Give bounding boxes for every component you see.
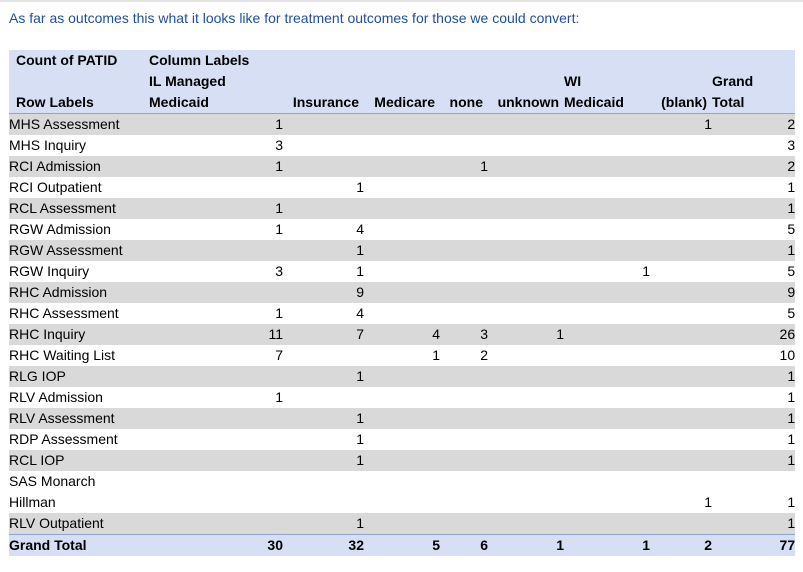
table-row xyxy=(9,135,795,156)
value-cell xyxy=(650,177,712,198)
value-cell xyxy=(440,408,488,429)
value-cell: 10 xyxy=(712,345,795,366)
value-cell xyxy=(564,156,650,177)
value-cell: 1 xyxy=(712,387,795,408)
col-unknown-line2 xyxy=(488,71,564,92)
row-label-line: RHC Waiting List xyxy=(9,347,116,363)
row-label xyxy=(9,324,149,345)
value-cell: 2 xyxy=(440,345,488,366)
col-medicare-line3: Medicare xyxy=(364,92,440,114)
value-cell xyxy=(364,114,440,136)
row-label-line: SAS Monarch xyxy=(9,473,96,489)
value-cell xyxy=(650,303,712,324)
value-cell xyxy=(650,513,712,535)
value-cell xyxy=(650,387,712,408)
value-cell xyxy=(364,366,440,387)
value-cell xyxy=(564,408,650,429)
value-cell xyxy=(488,408,564,429)
value-cell: 4 xyxy=(283,219,364,240)
row-label xyxy=(9,366,149,387)
table-row xyxy=(9,408,795,429)
row-label-line: RLG IOP xyxy=(9,368,66,384)
row-label-line: RGW Admission xyxy=(9,221,111,237)
grand-total-cell: 5 xyxy=(364,535,440,557)
row-label xyxy=(9,177,149,198)
value-cell: 4 xyxy=(364,324,440,345)
corner-label: Count of PATID xyxy=(9,50,149,71)
value-cell: 1 xyxy=(283,513,364,535)
grand-total-cell: 2 xyxy=(650,535,712,557)
value-cell xyxy=(149,513,283,535)
value-cell: 1 xyxy=(650,114,712,136)
value-cell: 1 xyxy=(712,177,795,198)
value-cell xyxy=(488,177,564,198)
row-label xyxy=(9,408,149,429)
value-cell: 1 xyxy=(283,240,364,261)
row-label-line: RCL Assessment xyxy=(9,200,116,216)
table-row xyxy=(9,156,795,177)
col-blank-line2 xyxy=(650,71,712,92)
value-cell: 1 xyxy=(149,219,283,240)
value-cell xyxy=(650,345,712,366)
value-cell xyxy=(440,198,488,219)
table-row xyxy=(9,513,795,535)
col-wi-medicaid-line3: Medicaid xyxy=(564,92,650,114)
value-cell xyxy=(488,450,564,471)
value-cell xyxy=(364,198,440,219)
value-cell: 9 xyxy=(712,282,795,303)
value-cell xyxy=(488,261,564,282)
value-cell: 1 xyxy=(149,303,283,324)
value-cell: 1 xyxy=(283,429,364,450)
value-cell: 1 xyxy=(650,471,712,513)
row-label-line: RHC Admission xyxy=(9,284,108,300)
row-label-line: MHS Assessment xyxy=(9,116,120,132)
table-row xyxy=(9,303,795,324)
value-cell: 9 xyxy=(283,282,364,303)
grand-total-cell: 32 xyxy=(283,535,364,557)
value-cell xyxy=(650,282,712,303)
value-cell xyxy=(149,177,283,198)
grand-total-cell: 6 xyxy=(440,535,488,557)
value-cell xyxy=(440,261,488,282)
row-label-line: RHC Assessment xyxy=(9,305,119,321)
col-wi-medicaid-line2: WI xyxy=(564,71,650,92)
value-cell: 1 xyxy=(149,114,283,136)
value-cell: 1 xyxy=(712,198,795,219)
value-cell: 7 xyxy=(149,345,283,366)
col-unknown-line3: unknown xyxy=(488,92,564,114)
value-cell xyxy=(149,282,283,303)
value-cell xyxy=(564,471,650,513)
value-cell xyxy=(650,240,712,261)
value-cell xyxy=(564,345,650,366)
row-label-line: RLV Admission xyxy=(9,389,103,405)
row-label xyxy=(9,282,149,303)
table-row xyxy=(9,345,795,366)
value-cell: 26 xyxy=(712,324,795,345)
row-label-line: RGW Inquiry xyxy=(9,263,90,279)
row-label xyxy=(9,471,149,513)
value-cell xyxy=(650,429,712,450)
value-cell xyxy=(440,471,488,513)
value-cell xyxy=(650,219,712,240)
value-cell xyxy=(650,156,712,177)
value-cell xyxy=(364,261,440,282)
value-cell xyxy=(650,408,712,429)
pivot-table xyxy=(9,50,795,556)
value-cell xyxy=(440,219,488,240)
value-cell xyxy=(149,408,283,429)
value-cell: 7 xyxy=(283,324,364,345)
row-label-line: RCL IOP xyxy=(9,452,65,468)
value-cell: 1 xyxy=(364,345,440,366)
value-cell xyxy=(149,240,283,261)
value-cell xyxy=(564,387,650,408)
value-cell: 11 xyxy=(149,324,283,345)
table-row xyxy=(9,261,795,282)
value-cell: 1 xyxy=(440,156,488,177)
value-cell xyxy=(564,450,650,471)
value-cell: 1 xyxy=(283,408,364,429)
value-cell: 3 xyxy=(440,324,488,345)
value-cell xyxy=(564,240,650,261)
grand-total-cell: 77 xyxy=(712,535,795,557)
value-cell xyxy=(564,429,650,450)
col-il-managed-line2: IL Managed xyxy=(149,71,283,92)
value-cell xyxy=(149,471,283,513)
value-cell xyxy=(488,303,564,324)
value-cell xyxy=(488,156,564,177)
value-cell xyxy=(364,513,440,535)
value-cell: 4 xyxy=(283,303,364,324)
top-divider xyxy=(0,0,803,2)
col-blank-line3: (blank) xyxy=(650,92,712,114)
table-row xyxy=(9,177,795,198)
value-cell xyxy=(440,240,488,261)
value-cell xyxy=(564,513,650,535)
row-label xyxy=(9,429,149,450)
col-none-line2 xyxy=(440,71,488,92)
table-row xyxy=(9,450,795,471)
row-label-line: RGW Assessment xyxy=(9,242,123,258)
grand-total-cell: 30 xyxy=(149,535,283,557)
value-cell xyxy=(564,282,650,303)
value-cell xyxy=(488,198,564,219)
row-label xyxy=(9,135,149,156)
value-cell: 1 xyxy=(712,513,795,535)
value-cell xyxy=(650,135,712,156)
value-cell xyxy=(650,366,712,387)
value-cell: 3 xyxy=(149,261,283,282)
col-grand-total-line3: Total xyxy=(712,92,795,114)
value-cell xyxy=(364,408,440,429)
value-cell xyxy=(650,450,712,471)
value-cell xyxy=(283,387,364,408)
value-cell xyxy=(564,177,650,198)
value-cell xyxy=(283,156,364,177)
col-none-line3: none xyxy=(440,92,488,114)
col-grand-total-line2: Grand xyxy=(712,71,795,92)
value-cell xyxy=(488,282,564,303)
value-cell xyxy=(564,219,650,240)
value-cell xyxy=(488,240,564,261)
row-label xyxy=(9,450,149,471)
value-cell: 1 xyxy=(283,366,364,387)
value-cell xyxy=(564,114,650,136)
table-row xyxy=(9,114,795,136)
row-label-line: MHS Inquiry xyxy=(9,137,87,153)
value-cell xyxy=(440,387,488,408)
value-cell xyxy=(283,345,364,366)
value-cell xyxy=(149,429,283,450)
table-row xyxy=(9,219,795,240)
value-cell: 1 xyxy=(488,324,564,345)
value-cell: 3 xyxy=(149,135,283,156)
grand-total-label: Grand Total xyxy=(9,535,149,557)
value-cell xyxy=(364,303,440,324)
value-cell xyxy=(564,135,650,156)
row-label xyxy=(9,219,149,240)
row-label-line: RCI Admission xyxy=(9,158,101,174)
col-insurance-line2 xyxy=(283,71,364,92)
row-label xyxy=(9,198,149,219)
value-cell xyxy=(488,471,564,513)
value-cell xyxy=(440,303,488,324)
value-cell xyxy=(364,156,440,177)
value-cell xyxy=(650,261,712,282)
value-cell xyxy=(440,282,488,303)
row-label xyxy=(9,114,149,136)
value-cell: 1 xyxy=(712,450,795,471)
value-cell: 1 xyxy=(712,429,795,450)
value-cell: 1 xyxy=(283,261,364,282)
value-cell xyxy=(440,177,488,198)
value-cell: 1 xyxy=(712,471,795,513)
table-row xyxy=(9,198,795,219)
table-row xyxy=(9,282,795,303)
value-cell xyxy=(149,450,283,471)
value-cell xyxy=(364,429,440,450)
pivot-body xyxy=(9,114,795,535)
row-labels-caption: Row Labels xyxy=(9,92,149,114)
col-insurance-line3: Insurance xyxy=(283,92,364,114)
col-medicare-line2 xyxy=(364,71,440,92)
value-cell xyxy=(364,471,440,513)
intro-text: As far as outcomes this what it looks like for treatment outcomes for those we could convert: xyxy=(9,10,580,26)
value-cell: 1 xyxy=(149,156,283,177)
value-cell: 1 xyxy=(283,177,364,198)
value-cell: 5 xyxy=(712,303,795,324)
value-cell xyxy=(283,114,364,136)
value-cell xyxy=(488,345,564,366)
value-cell xyxy=(283,135,364,156)
header-spacer xyxy=(9,71,149,92)
value-cell: 1 xyxy=(149,198,283,219)
column-labels-caption: Column Labels xyxy=(149,50,795,71)
col-il-managed-line3: Medicaid xyxy=(149,92,283,114)
value-cell xyxy=(440,114,488,136)
table-row xyxy=(9,324,795,345)
table-row xyxy=(9,387,795,408)
row-label xyxy=(9,387,149,408)
value-cell xyxy=(488,219,564,240)
value-cell xyxy=(488,114,564,136)
value-cell: 3 xyxy=(712,135,795,156)
value-cell xyxy=(149,366,283,387)
row-label xyxy=(9,156,149,177)
value-cell xyxy=(440,513,488,535)
value-cell xyxy=(364,135,440,156)
row-label xyxy=(9,303,149,324)
row-label-line: RLV Outpatient xyxy=(9,515,104,531)
value-cell xyxy=(364,387,440,408)
value-cell: 1 xyxy=(149,387,283,408)
row-label-line: RLV Assessment xyxy=(9,410,115,426)
grand-total-row xyxy=(9,535,795,557)
value-cell: 5 xyxy=(712,261,795,282)
row-label xyxy=(9,513,149,535)
value-cell: 1 xyxy=(564,261,650,282)
value-cell xyxy=(488,429,564,450)
value-cell xyxy=(488,366,564,387)
value-cell: 1 xyxy=(712,408,795,429)
value-cell xyxy=(564,303,650,324)
grand-total-cell: 1 xyxy=(564,535,650,557)
table-row xyxy=(9,366,795,387)
value-cell xyxy=(283,198,364,219)
value-cell xyxy=(564,366,650,387)
table-row xyxy=(9,471,795,513)
value-cell xyxy=(564,198,650,219)
row-label-line: RCI Outpatient xyxy=(9,179,102,195)
value-cell: 1 xyxy=(712,240,795,261)
row-label-line: RHC Inquiry xyxy=(9,326,86,342)
value-cell xyxy=(650,324,712,345)
row-label xyxy=(9,261,149,282)
value-cell xyxy=(364,240,440,261)
value-cell: 1 xyxy=(712,366,795,387)
value-cell xyxy=(488,135,564,156)
row-label-line: Hillman xyxy=(9,494,56,510)
value-cell xyxy=(440,450,488,471)
value-cell xyxy=(650,198,712,219)
value-cell xyxy=(283,471,364,513)
row-label xyxy=(9,345,149,366)
value-cell xyxy=(364,282,440,303)
value-cell xyxy=(364,219,440,240)
table-row xyxy=(9,240,795,261)
row-label xyxy=(9,240,149,261)
value-cell xyxy=(364,177,440,198)
value-cell: 2 xyxy=(712,114,795,136)
table-row xyxy=(9,429,795,450)
value-cell xyxy=(488,387,564,408)
grand-total-cell: 1 xyxy=(488,535,564,557)
value-cell xyxy=(564,324,650,345)
row-label-line: RDP Assessment xyxy=(9,431,118,447)
value-cell xyxy=(364,450,440,471)
value-cell: 5 xyxy=(712,219,795,240)
value-cell: 2 xyxy=(712,156,795,177)
value-cell xyxy=(440,429,488,450)
value-cell xyxy=(440,366,488,387)
value-cell: 1 xyxy=(283,450,364,471)
value-cell xyxy=(440,135,488,156)
value-cell xyxy=(488,513,564,535)
